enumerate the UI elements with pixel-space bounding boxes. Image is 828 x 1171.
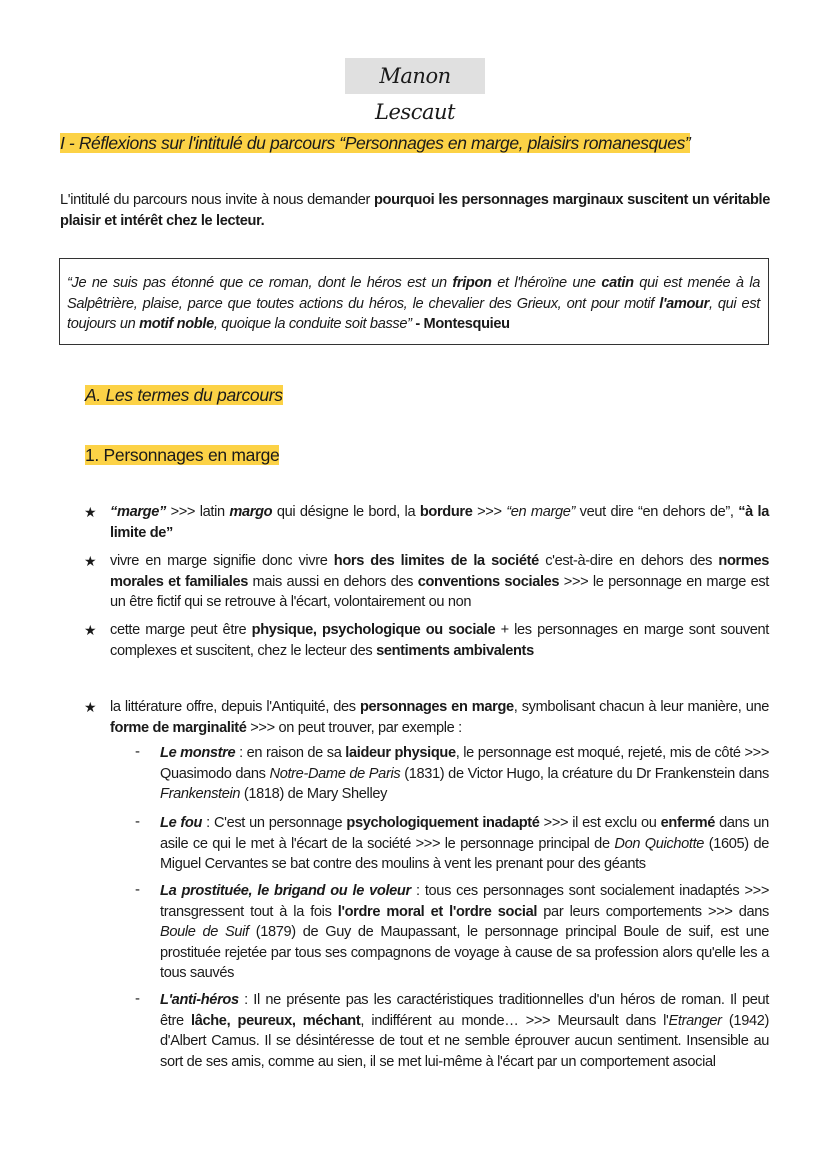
text: cette marge peut être: [110, 622, 252, 638]
bold-text: conventions sociales: [417, 573, 560, 590]
italic-text: Frankenstein: [160, 786, 241, 802]
star-bullet-icon: ★: [84, 553, 97, 569]
bold-text: La prostituée, le brigand ou le voleur: [160, 883, 411, 899]
text: (1831) de Victor Hugo, la créature du Dr Frankenstein dans: [400, 765, 769, 782]
text: >>> latin: [165, 504, 230, 520]
italic-text: Notre-Dame de Paris: [269, 765, 401, 782]
bold-text: Le fou: [160, 815, 203, 831]
bold-text: bordure: [419, 504, 473, 520]
italic-text: Don Quichotte: [614, 835, 705, 852]
bold-text: pourquoi les personnages marginaux suscitent un véritable plaisir et intérêt chez le lecteur.: [60, 192, 770, 229]
text: (1818) de Mary Shelley: [240, 786, 388, 802]
example-item: [160, 813, 769, 875]
italic-text: “en marge”: [506, 504, 576, 520]
text: veut dire “en dehors de”,: [575, 504, 739, 520]
example-item: [160, 881, 769, 984]
bold-text: “marge”: [110, 504, 166, 520]
bold-text: l'amour: [659, 295, 709, 312]
example-item: [160, 743, 769, 805]
text: >>>: [472, 504, 507, 520]
bold-text: hors des limites de la société: [333, 553, 539, 569]
italic-text: Etranger: [668, 1012, 722, 1029]
text: (1605) de Miguel Cervantes se bat contre des moulins à vent les prenant pour des géants: [160, 835, 769, 872]
bullet-item: [110, 697, 769, 738]
bold-text: motif noble: [139, 316, 214, 332]
star-bullet-icon: ★: [84, 622, 97, 638]
bullet-item: [110, 551, 769, 613]
bold-text: normes morales et familiales: [110, 553, 769, 590]
intro-paragraph: [60, 190, 770, 231]
text: , le personnage est moqué, rejeté, mis de côté >>> Quasimodo dans: [160, 745, 770, 782]
subheading-a: A. Les termes du parcours: [85, 385, 283, 405]
star-bullet-icon: ★: [84, 699, 97, 715]
section-heading: I - Réflexions sur l'intitulé du parcours “Personnages en marge, plaisirs romanesques”: [60, 133, 691, 153]
text: mais aussi en dehors des: [247, 573, 418, 590]
bold-text: - Montesquieu: [411, 316, 510, 332]
dash-bullet-icon: -: [135, 881, 140, 898]
text: , indifférent au monde… >>> Meursault dans l': [360, 1012, 669, 1029]
italic-text: Boule de Suif: [160, 924, 249, 940]
subheading-1: 1. Personnages en marge: [85, 445, 280, 465]
star-bullet-icon: ★: [84, 504, 97, 520]
text: L'intitulé du parcours nous invite à nous demander: [60, 192, 374, 208]
bold-text: psychologiquement inadapté: [346, 815, 540, 831]
text: (1942) d'Albert Camus. Il se désintéresse de tout et ne semble éprouver aucun sentiment. Insensible au sort de ses amis, comme au sien, il se met lui-même à l'écart par un comportement asocial: [160, 1012, 770, 1070]
document-title: Manon Lescaut: [345, 58, 485, 94]
bullet-item: [110, 620, 769, 661]
text: : Il ne présente pas les caractéristiques traditionnelles d'un héros de roman. Il peut être: [160, 992, 769, 1029]
italic-text: , quoique la conduite soit basse”: [213, 316, 412, 332]
italic-text: “Je ne suis pas étonné que ce roman, dont le héros est un: [67, 275, 453, 291]
text: >>> il est exclu ou: [539, 815, 661, 831]
bold-text: personnages en marge: [359, 699, 514, 715]
text: la littérature offre, depuis l'Antiquité, des: [110, 699, 360, 715]
dash-bullet-icon: -: [135, 743, 140, 760]
text: >>> le personnage en marge est un être fictif qui se retrouve à l'écart, volontairement ou non: [110, 573, 769, 610]
italic-text: , qui est toujours un: [67, 295, 760, 332]
example-item: [160, 990, 769, 1072]
bold-text: enfermé: [660, 815, 715, 831]
text: >>> on peut trouver, par exemple :: [246, 719, 462, 736]
text: : en raison de sa: [235, 745, 346, 761]
quote-text: [67, 273, 760, 335]
dash-bullet-icon: -: [135, 813, 140, 830]
text: : tous ces personnages sont socialement inadaptés >>> transgressent tout à la fois: [160, 883, 769, 920]
bold-text: l'ordre moral et l'ordre social: [337, 903, 538, 920]
italic-text: et l'héroïne une: [491, 275, 602, 291]
bold-text: Le monstre: [160, 745, 236, 761]
bold-text: laideur physique: [345, 745, 456, 761]
text: , symbolisant chacun à leur manière, une: [513, 699, 770, 715]
bold-text: lâche, peureux, méchant: [191, 1012, 361, 1029]
text: vivre en marge signifie donc vivre: [110, 553, 334, 569]
bold-text: margo: [229, 504, 273, 520]
quote-box: [59, 258, 769, 345]
bold-text: “à la limite de”: [110, 504, 770, 541]
text: dans un asile ce qui le met à l'écart de la société >>> le personnage principal de: [160, 815, 769, 852]
text: + les personnages en marge sont souvent complexes et suscitent, chez le lecteur des: [110, 622, 769, 659]
bold-text: physique, psychologique ou sociale: [251, 622, 496, 638]
text: par leurs comportements >>> dans: [537, 903, 769, 920]
bold-text: L'anti-héros: [160, 992, 239, 1008]
text: : C'est un personnage: [202, 815, 347, 831]
italic-text: qui est menée à la Salpêtrière, plaise, parce que toutes actions du héros, le chevalier des Grieux, ont pour motif: [67, 275, 761, 312]
dash-bullet-icon: -: [135, 990, 140, 1007]
bold-text: sentiments ambivalents: [376, 642, 534, 659]
bold-text: catin: [601, 275, 634, 291]
text: c'est-à-dire en dehors des: [538, 553, 719, 569]
bold-text: fripon: [452, 275, 492, 291]
bold-text: forme de marginalité: [110, 719, 247, 736]
text: (1879) de Guy de Maupassant, le personnage principal Boule de suif, est une prostituée rejetée par tous ses compagnons de voyage à cause de sa profession alors qu'elle les a tous sauvés: [160, 924, 769, 981]
text: qui désigne le bord, la: [272, 504, 420, 520]
bullet-item: [110, 502, 769, 543]
